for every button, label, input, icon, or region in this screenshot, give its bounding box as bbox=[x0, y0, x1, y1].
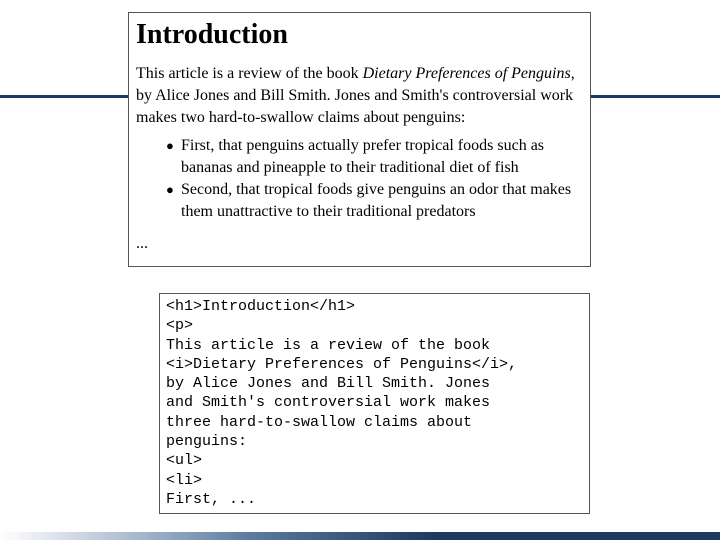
list-item-text: Second, that tropical foods give penguins an odor that makes them unattractive to their traditional predators bbox=[181, 181, 572, 220]
code-line: <li> bbox=[166, 471, 203, 489]
intro-paragraph bbox=[136, 63, 581, 129]
paragraph-text-end: , by Alice Jones and Bill Smith. Jones and Smith's controversial work makes two hard-to-swallow claims about penguins: bbox=[136, 65, 575, 126]
footer-gradient-bar bbox=[0, 532, 720, 540]
list-item-text: First, that penguins actually prefer tropical foods such as bananas and pineapple to their traditional diet of fish bbox=[181, 137, 545, 176]
code-line: three hard-to-swallow claims about bbox=[166, 413, 473, 431]
page-heading: Introduction bbox=[136, 19, 288, 50]
code-line: <h1>Introduction</h1> bbox=[166, 298, 356, 315]
code-line: <i>Dietary Preferences of Penguins</i>, bbox=[166, 355, 518, 373]
code-line: and Smith's controversial work makes bbox=[166, 394, 491, 412]
source-code-panel bbox=[159, 293, 590, 514]
paragraph-text-start: This article is a review of the book bbox=[136, 65, 363, 82]
code-line: <p> bbox=[166, 317, 194, 335]
continuation-ellipsis: ... bbox=[136, 235, 148, 252]
code-line: by Alice Jones and Bill Smith. Jones bbox=[166, 375, 491, 393]
claims-list bbox=[136, 135, 590, 223]
bullet-icon: ● bbox=[166, 182, 174, 197]
code-line: penguins: bbox=[166, 433, 248, 451]
code-line: First, ... bbox=[166, 490, 257, 508]
list-item bbox=[166, 179, 591, 223]
book-title: Dietary Preferences of Penguins bbox=[362, 65, 571, 82]
rendered-output-panel bbox=[128, 12, 591, 267]
code-line: This article is a review of the book bbox=[166, 336, 491, 354]
bullet-icon: ● bbox=[166, 138, 174, 153]
list-item bbox=[166, 135, 591, 179]
code-line: <ul> bbox=[166, 452, 203, 470]
